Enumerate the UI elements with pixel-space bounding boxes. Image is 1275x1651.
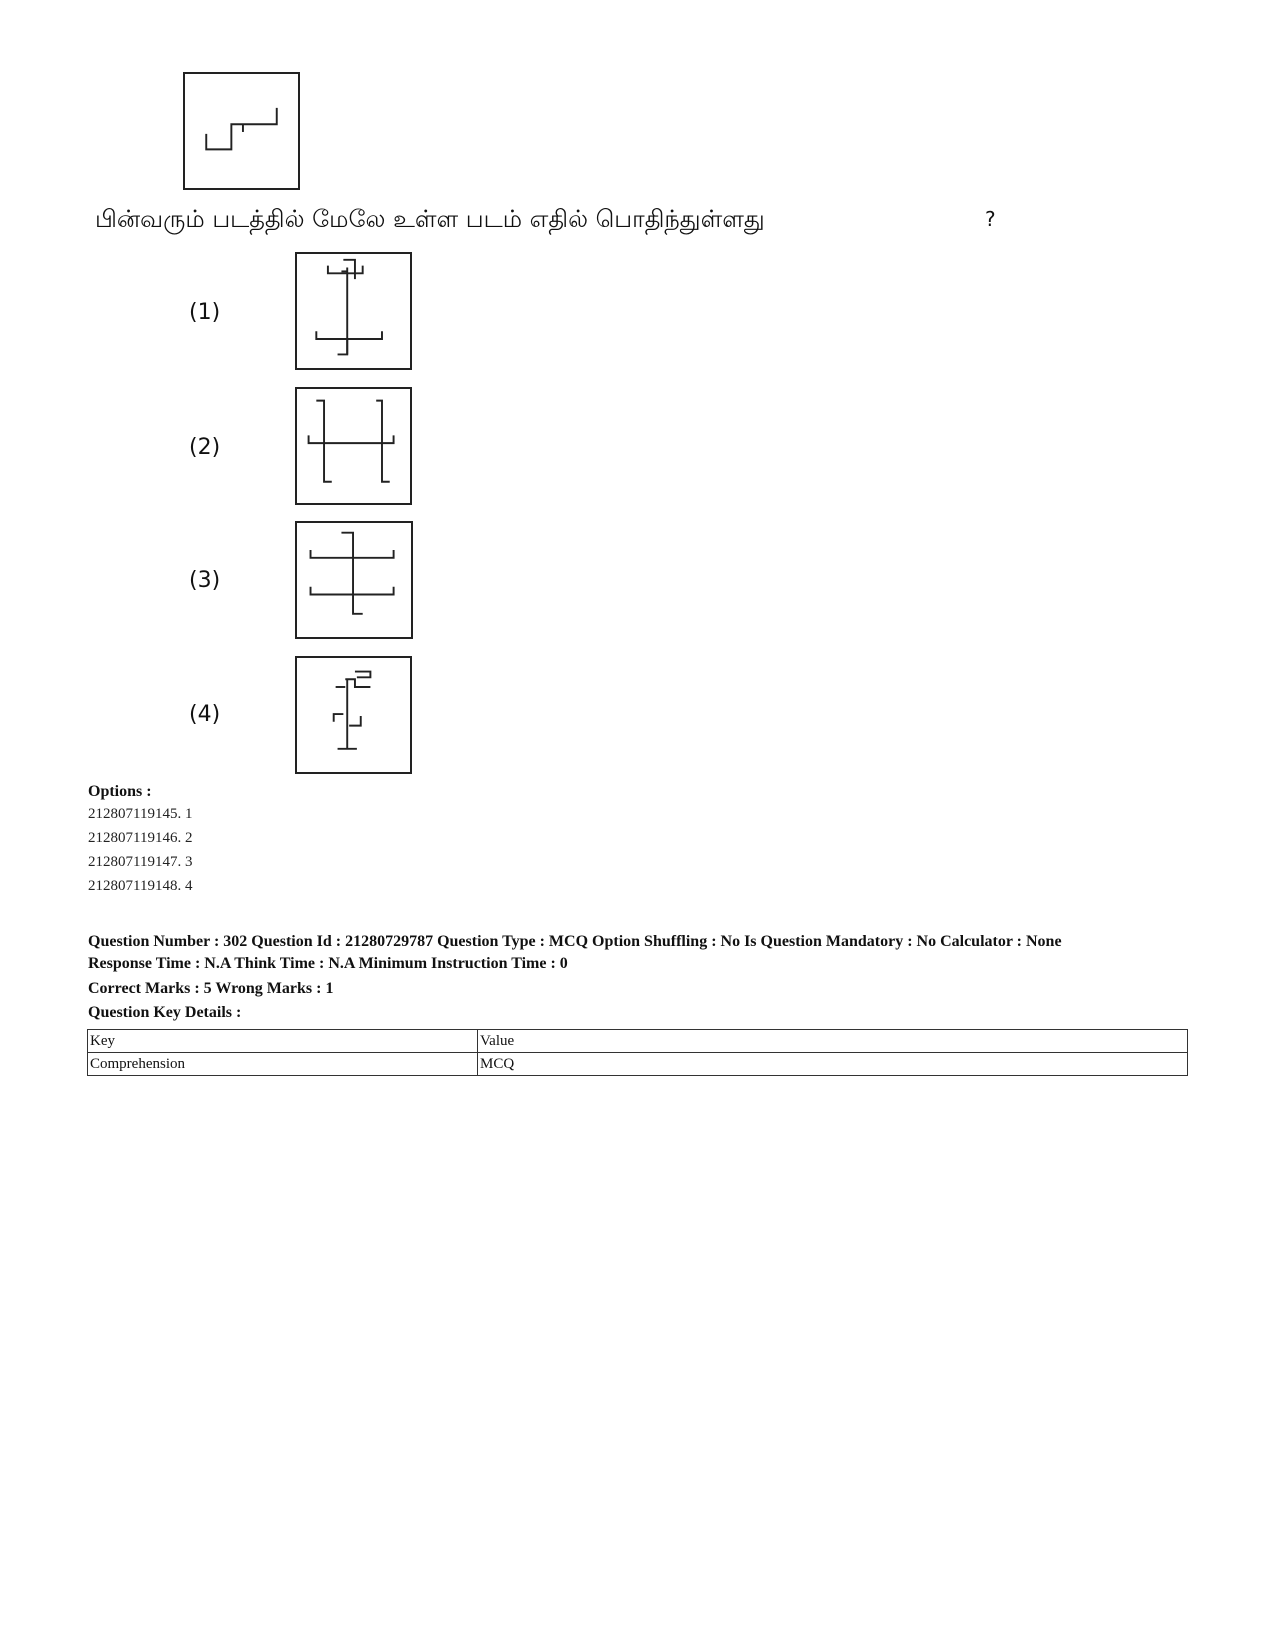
option-item-2: 212807119146. 2: [88, 830, 193, 846]
question-info-line-4: Question Key Details :: [88, 1004, 242, 1021]
table-row: [88, 1053, 1188, 1076]
choice-label-4: (4): [189, 702, 221, 727]
reference-figure: [183, 72, 300, 190]
table-cell-value: MCQ: [478, 1053, 1188, 1076]
choice-figure-3[interactable]: [295, 521, 413, 639]
question-mark: ?: [985, 207, 996, 231]
question-text: பின்வரும் படத்தில் மேலே உள்ள படம் எதில் பொதிந்துள்ளது: [95, 205, 765, 233]
choice-figure-1[interactable]: [295, 252, 412, 370]
question-info-line-1: Question Number : 302 Question Id : 21280729787 Question Type : MCQ Option Shuffling : No Is Question Mandatory : No Calculator : None: [88, 933, 1062, 950]
choice-figure-4[interactable]: [295, 656, 412, 774]
option-item-3: 212807119147. 3: [88, 854, 193, 870]
table-header-value: Value: [478, 1030, 1188, 1053]
choice-3-shape-icon: [297, 523, 411, 637]
table-header-key: Key: [88, 1030, 478, 1053]
choice-figure-2[interactable]: [295, 387, 412, 505]
question-key-table: [87, 1029, 1188, 1076]
table-header-row: [88, 1030, 1188, 1053]
option-item-1: 212807119145. 1: [88, 806, 193, 822]
choice-1-shape-icon: [297, 254, 410, 368]
choice-2-shape-icon: [297, 389, 410, 503]
choice-label-3: (3): [189, 568, 221, 593]
choice-label-2: (2): [189, 435, 221, 460]
question-info-line-2: Response Time : N.A Think Time : N.A Minimum Instruction Time : 0: [88, 955, 568, 972]
step-shape-icon: [185, 74, 298, 188]
choice-label-1: (1): [189, 300, 221, 325]
table-cell-key: Comprehension: [88, 1053, 478, 1076]
options-title: Options :: [88, 783, 152, 800]
option-item-4: 212807119148. 4: [88, 878, 193, 894]
question-info-line-3: Correct Marks : 5 Wrong Marks : 1: [88, 980, 334, 997]
choice-4-shape-icon: [297, 658, 410, 772]
